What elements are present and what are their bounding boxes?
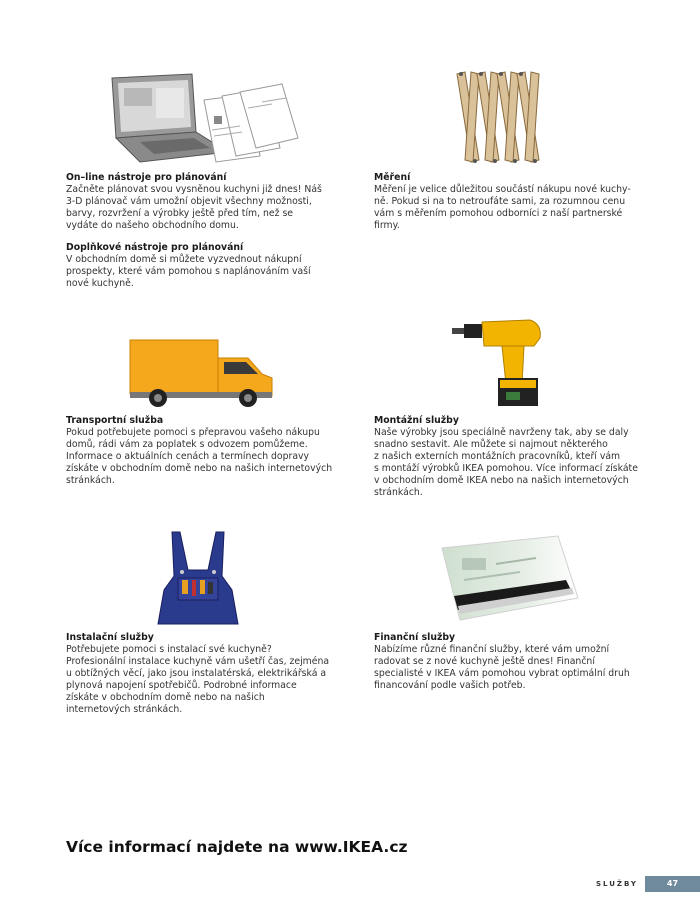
assembly-line: v obchodním domě IKEA nebo na našich internetových [374, 475, 629, 486]
transport-line: získáte v obchodním domě nebo na našich internetových [66, 463, 333, 474]
online-tools-section [66, 172, 366, 232]
measurement-line: ně. Pokud si na to netroufáte sami, za rozumnou cenu [374, 196, 626, 207]
addon-tools-line: nové kuchyně. [66, 278, 134, 289]
online-tools-line: 3-D plánovač vám umožní objevit všechny možnosti, [66, 196, 312, 207]
assembly-title: Montážní služby [374, 415, 459, 426]
measurement-line: Měření je velice důležitou součástí nákupu nové kuchy- [374, 184, 631, 195]
transport-section [66, 415, 366, 487]
finance-line: financování podle vašich potřeb. [374, 680, 526, 691]
more-info-link[interactable]: Více informací najdete na www.IKEA.cz [66, 838, 408, 856]
transport-line: domů, rádi vám za poplatek s odvozem pomůžeme. [66, 439, 308, 450]
assembly-line: stránkách. [374, 487, 423, 498]
transport-line: stránkách. [66, 475, 115, 486]
addon-tools-section [66, 242, 366, 290]
addon-tools-title: Doplňkové nástroje pro plánování [66, 242, 244, 253]
finance-title: Finanční služby [374, 632, 456, 643]
assembly-line: z našich externích montážních pracovníků, kteří vám [374, 451, 621, 462]
online-tools-line: Začněte plánovat svou vysněnou kuchyni již dnes! Náš [66, 184, 322, 195]
measurement-title: Měření [374, 172, 411, 183]
assembly-line: Naše výrobky jsou speciálně navrženy tak, aby se daly [374, 427, 629, 438]
finance-line: Nabízíme různé finanční služby, které vám umožní [374, 644, 610, 655]
finance-line: radovat se z nové kuchyně ještě dnes! Finanční [374, 656, 595, 667]
section-label: SLUŽBY [595, 880, 638, 888]
installation-line: plynová napojení spotřebičů. Podrobné informace [66, 680, 297, 691]
transport-line: Informace o aktuálních cenách a termínech dopravy [66, 451, 310, 462]
credit-card-icon [440, 534, 580, 622]
page-number: 47 [645, 876, 700, 892]
installation-title: Instalační služby [66, 632, 154, 643]
online-tools-line: barvy, rozvržení a výrobky ještě před tím, než se [66, 208, 294, 219]
assembly-section [374, 415, 674, 499]
installation-line: u obtížných věcí, jako jsou instalatérská, elektrikářská a [66, 668, 327, 679]
finance-section [374, 632, 674, 692]
online-tools-line: vydáte do našeho obchodního domu. [66, 220, 239, 231]
cordless-drill-icon [450, 318, 550, 410]
installation-line: Profesionální instalace kuchyně vám ušetří čas, zejména [66, 656, 330, 667]
installation-line: získáte v obchodním domě nebo na našich [66, 692, 265, 703]
folding-ruler-icon [455, 70, 550, 165]
finance-line: specialisté v IKEA vám pomohou vybrat optimální druh [374, 668, 630, 679]
installation-line: internetových stránkách. [66, 704, 183, 715]
work-overalls-icon [148, 530, 248, 625]
transport-line: Pokud potřebujete pomoci s přepravou vašeho nákupu [66, 427, 320, 438]
delivery-truck-icon [128, 338, 276, 410]
bottom-margin [0, 906, 700, 919]
addon-tools-line: V obchodním domě si můžete vyzvednout nákupní [66, 254, 302, 265]
online-tools-title: On–line nástroje pro plánování [66, 172, 227, 183]
measurement-line: vám s měřením pomohou odborníci z naší partnerské [374, 208, 623, 219]
measurement-line: firmy. [374, 220, 400, 231]
installation-section [66, 632, 366, 716]
addon-tools-line: prospekty, které vám pomohou s naplánováním vaší [66, 266, 311, 277]
measurement-section [374, 172, 674, 232]
transport-title: Transportní služba [66, 415, 164, 426]
laptop-brochures-icon [110, 72, 305, 172]
assembly-line: snadno sestavit. Ale můžete si najmout některého [374, 439, 608, 450]
assembly-line: s montáží výrobků IKEA pomohou. Více informací získáte [374, 463, 638, 474]
installation-line: Potřebujete pomoci s instalací své kuchyně? [66, 644, 272, 655]
